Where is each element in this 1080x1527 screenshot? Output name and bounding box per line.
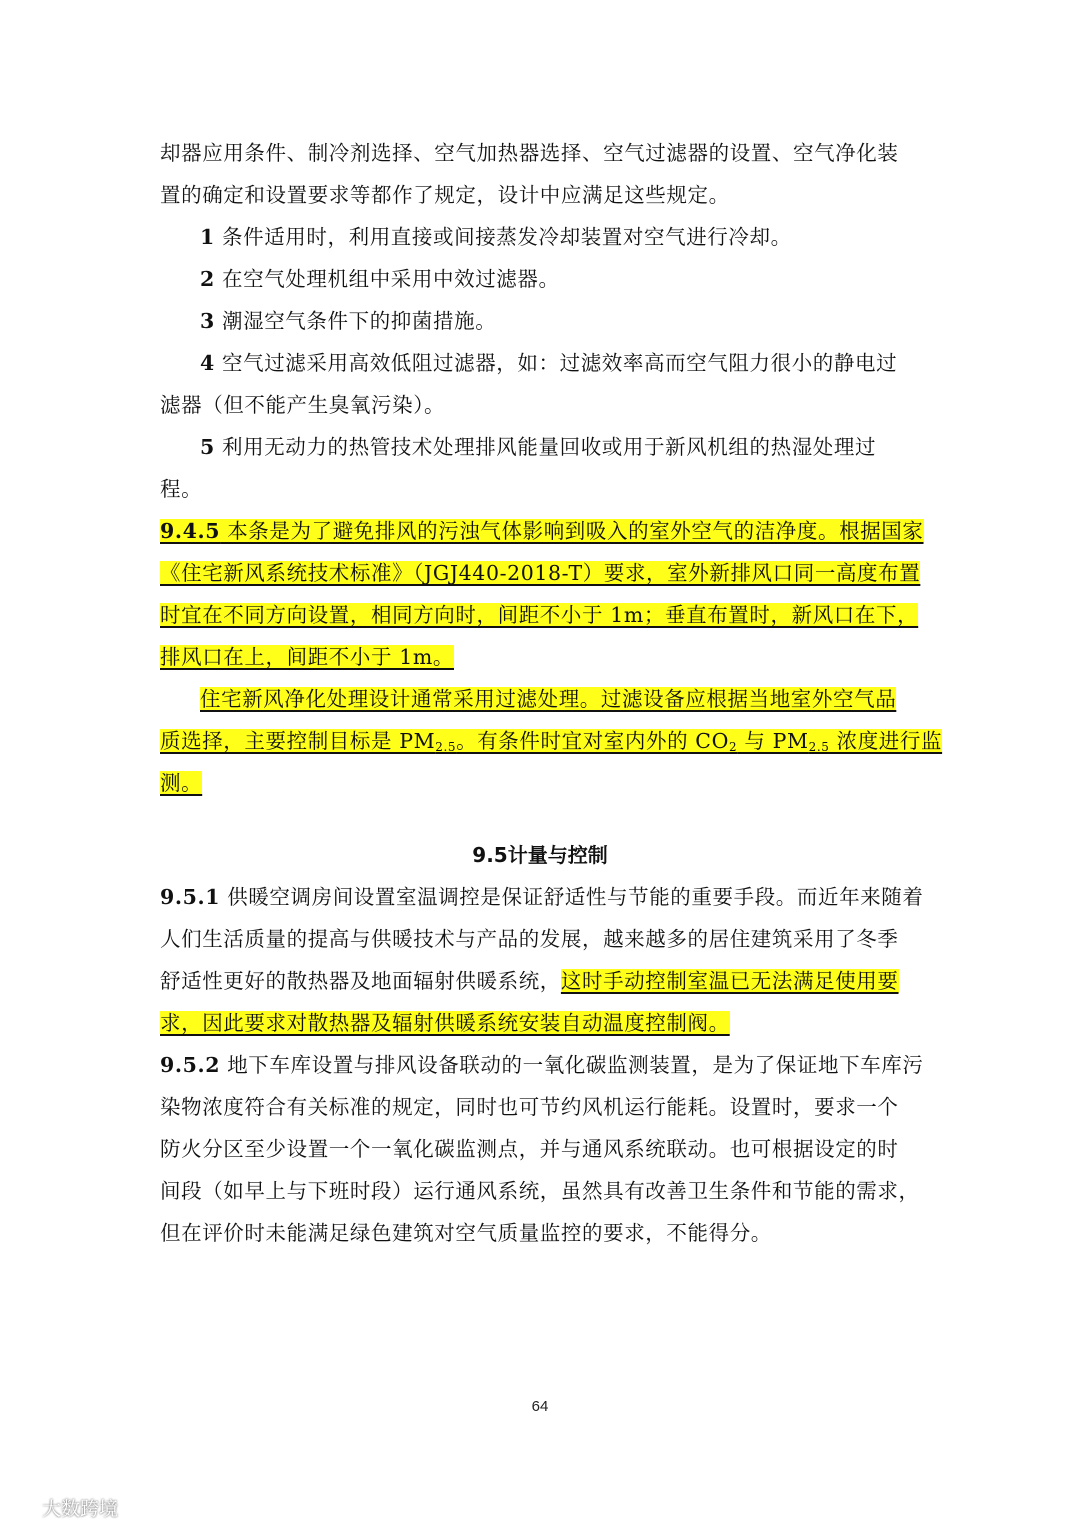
highlighted-text: 住宅新风净化处理设计通常采用过滤处理。过滤设备应根据当地室外空气品 (200, 687, 897, 711)
clause-952-line-4: 间段（如早上与下班时段）运行通风系统，虽然具有改善卫生条件和节能的需求， (160, 1179, 920, 1203)
item-text: 利用无动力的热管技术处理排风能量回收或用于新风机组的热湿处理过 (214, 435, 877, 459)
item-text: 在空气处理机组中采用中效过滤器。 (214, 267, 560, 291)
list-item-5-cont: 程。 (160, 477, 203, 501)
text-run: 浓度进行监 (829, 729, 943, 753)
item-number: 5 (200, 435, 215, 459)
clause-951-line-2: 人们生活质量的提高与供暖技术与产品的发展，越来越多的居住建筑采用了冬季 (160, 927, 899, 951)
list-item-1 (160, 216, 920, 258)
clause-945-line-2 (160, 552, 920, 594)
highlighted-text: 这时手动控制室温已无法满足使用要 (560, 969, 899, 993)
document-body (160, 132, 943, 1254)
highlighted-text: 本条是为了避免排风的污浊气体影响到吸入的室外空气的洁净度。根据国家 (220, 519, 924, 543)
clause-945-p2-line-3 (160, 762, 920, 804)
clause-number: 9.5.1 (160, 885, 221, 909)
highlighted-text (160, 729, 942, 753)
clause-945-p2-line-1 (160, 678, 920, 720)
clause-number: 9.5.2 (160, 1053, 221, 1077)
intro-line-1: 却器应用条件、制冷剂选择、空气加热器选择、空气过滤器的设置、空气净化装 (160, 141, 899, 165)
watermark (8, 1494, 118, 1521)
clause-951-line-3 (160, 960, 920, 1002)
list-item-3 (160, 300, 920, 342)
clause-952-line-1 (160, 1044, 924, 1086)
text-run: 质选择，主要控制目标是 PM (160, 729, 436, 753)
clause-952-line-5: 但在评价时未能满足绿色建筑对空气质量监控的要求，不能得分。 (160, 1221, 772, 1245)
clause-945-p2-line-2 (160, 720, 943, 762)
subscript: 2.5 (435, 740, 457, 754)
item-number: 2 (200, 267, 215, 291)
subscript: 2 (729, 740, 738, 754)
list-item-5 (160, 426, 920, 468)
item-number: 1 (200, 225, 215, 249)
text-run: 。有条件时宜对室内外的 CO (456, 729, 730, 753)
highlighted-text: 时宜在不同方向设置，相同方向时，间距不小于 1m；垂直布置时，新风口在下， (160, 603, 919, 627)
section-title: 9.5计量与控制 (472, 843, 608, 867)
subscript: 2.5 (808, 740, 830, 754)
list-item-4-cont: 滤器（但不能产生臭氧污染）。 (160, 393, 446, 417)
item-text: 条件适用时，利用直接或间接蒸发冷却装置对空气进行冷却。 (214, 225, 792, 249)
list-item-4 (160, 342, 920, 384)
highlighted-text: 排风口在上，间距不小于 1m。 (160, 645, 454, 669)
item-text: 潮湿空气条件下的抑菌措施。 (214, 309, 497, 333)
clause-text: 舒适性更好的散热器及地面辐射供暖系统， (160, 969, 561, 993)
item-number: 4 (200, 351, 215, 375)
highlighted-text: 《住宅新风系统技术标准》（JGJ440-2018-T）要求，室外新排风口同一高度布置 (160, 561, 921, 585)
clause-952-line-3: 防火分区至少设置一个一氧化碳监测点，并与通风系统联动。也可根据设定的时 (160, 1137, 899, 1161)
highlighted-text: 测。 (160, 771, 203, 795)
intro-line-2: 置的确定和设置要求等都作了规定，设计中应满足这些规定。 (160, 183, 730, 207)
item-number: 3 (200, 309, 215, 333)
clause-945-line-3 (160, 594, 920, 636)
clause-number: 9.4.5 (160, 519, 221, 543)
text-run: 与 PM (737, 729, 809, 753)
clause-951-line-4 (160, 1002, 920, 1044)
clause-952-line-2: 染物浓度符合有关标准的规定，同时也可节约风机运行能耗。设置时，要求一个 (160, 1095, 899, 1119)
item-text: 空气过滤采用高效低阻过滤器，如：过滤效率高而空气阻力很小的静电过 (214, 351, 898, 375)
list-item-2 (160, 258, 920, 300)
clause-945-line-4 (160, 636, 920, 678)
weibo-logo-icon (8, 1496, 38, 1520)
clause-text: 供暖空调房间设置室温调控是保证舒适性与节能的重要手段。而近年来随着 (220, 885, 924, 909)
clause-945-line-1 (160, 510, 924, 552)
watermark-text: 大数跨境 (42, 1498, 119, 1520)
clause-text: 地下车库设置与排风设备联动的一氧化碳监测装置，是为了保证地下车库污 (220, 1053, 924, 1077)
clause-951-line-1 (160, 876, 924, 918)
highlighted-text: 求，因此要求对散热器及辐射供暖系统安装自动温度控制阀。 (160, 1011, 730, 1035)
page-number: 64 (531, 1398, 549, 1415)
